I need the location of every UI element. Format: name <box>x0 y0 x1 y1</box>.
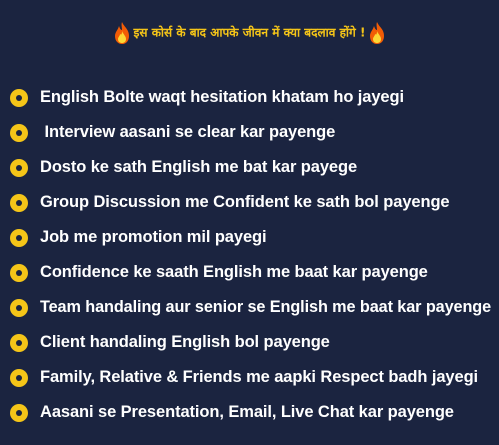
benefits-list <box>10 80 491 430</box>
list-item <box>10 395 491 430</box>
list-item <box>10 325 491 360</box>
list-item-label: Confidence ke saath English me baat kar payenge <box>40 263 428 281</box>
page-title <box>0 14 499 51</box>
list-item <box>10 360 491 395</box>
list-item-label: Interview aasani se clear kar payenge <box>40 123 336 141</box>
list-item <box>10 80 491 115</box>
list-item <box>10 220 491 255</box>
list-item-label: Aasani se Presentation, Email, Live Chat kar payenge <box>40 403 454 421</box>
list-item-label: Team handaling aur senior se English me baat kar payenge <box>40 298 492 316</box>
list-item <box>10 185 491 220</box>
list-item <box>10 255 491 290</box>
bullet-icon <box>10 264 28 282</box>
list-item-label: Family, Relative & Friends me aapki Respect badh jayegi <box>40 368 479 386</box>
list-item-label: English Bolte waqt hesitation khatam ho jayegi <box>40 88 404 106</box>
bullet-icon <box>10 229 28 247</box>
fire-icon <box>112 21 132 45</box>
list-item-label: Dosto ke sath English me bat kar payege <box>40 158 358 176</box>
fire-icon <box>367 21 387 45</box>
list-item <box>10 150 491 185</box>
bullet-icon <box>10 299 28 317</box>
title-text: इस कोर्स के बाद आपके जीवन में क्या बदलाव होंगे ! <box>133 25 366 40</box>
bullet-icon <box>10 194 28 212</box>
bullet-icon <box>10 369 28 387</box>
bullet-icon <box>10 159 28 177</box>
list-item-label: Group Discussion me Confident ke sath bol payenge <box>40 193 450 211</box>
bullet-icon <box>10 89 28 107</box>
list-item-label: Client handaling English bol payenge <box>40 333 330 351</box>
bullet-icon <box>10 334 28 352</box>
bullet-icon <box>10 404 28 422</box>
list-item <box>10 115 491 150</box>
list-item <box>10 290 491 325</box>
bullet-icon <box>10 124 28 142</box>
list-item-label: Job me promotion mil payegi <box>40 228 267 246</box>
